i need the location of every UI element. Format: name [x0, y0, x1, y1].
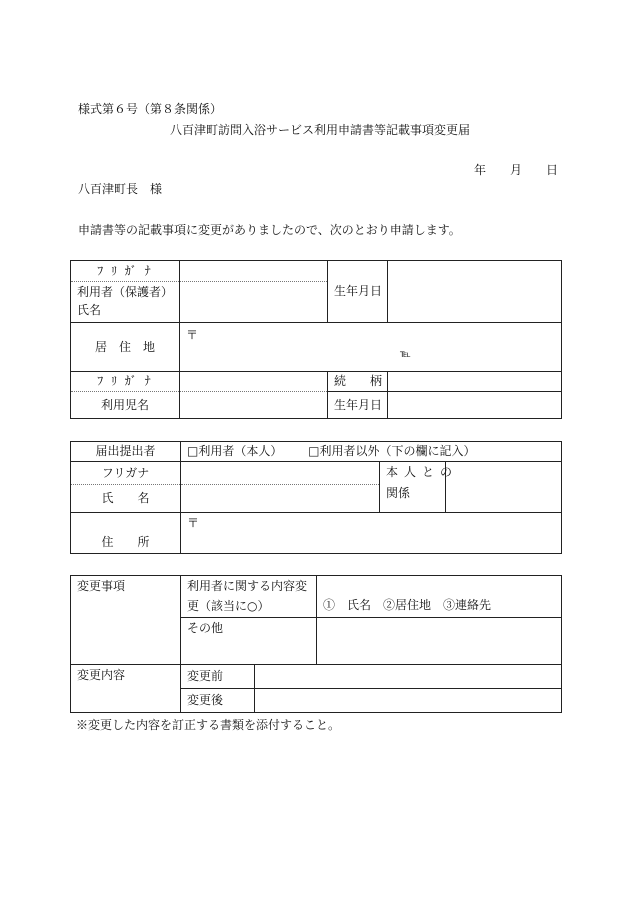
form-number: 様式第６号（第８条関係） — [78, 102, 223, 116]
submitter-table — [70, 441, 562, 554]
submitter-furigana-label: フリガナ — [71, 462, 181, 485]
submitter-address-field[interactable] — [181, 513, 562, 554]
address-label: 居 住 地 — [71, 323, 180, 372]
user-change-line2: 更（該当に○） — [187, 599, 270, 614]
user-name-label-line2: 氏名 — [77, 303, 102, 318]
form-title: 八百津町訪問入浴サービス利用申請書等記載事項変更届 — [170, 123, 471, 137]
child-birth-field[interactable] — [388, 392, 562, 419]
option-self-checkbox[interactable]: □利用者（本人） — [187, 444, 283, 459]
relation-to-user-label — [380, 462, 459, 513]
date-year: 年 — [474, 163, 487, 177]
submitter-name-label: 氏 名 — [71, 485, 181, 513]
relation-field[interactable] — [388, 372, 562, 392]
submitter-label: 届出提出者 — [71, 442, 181, 462]
submitter-postal-mark: 〒 — [187, 516, 200, 530]
postal-mark: 〒 — [186, 328, 199, 342]
after-label: 変更後 — [181, 689, 255, 713]
tel-mark: ℡ — [400, 349, 411, 360]
furigana-label: ﾌ ﾘ ｶﾞ ﾅ — [71, 261, 180, 282]
change-item-label: 変更事項 — [71, 576, 181, 665]
date-day: 日 — [546, 163, 559, 177]
change-table — [70, 575, 562, 713]
footnote: ※変更した内容を訂正する書類を添付すること。 — [76, 718, 341, 732]
address-field[interactable] — [180, 323, 562, 372]
child-birth-label: 生年月日 — [328, 392, 388, 419]
date-month: 月 — [510, 163, 523, 177]
relation-label: 続 柄 — [328, 372, 388, 392]
submitter-name-field[interactable] — [181, 485, 380, 513]
applicant-table — [70, 260, 562, 419]
before-label: 変更前 — [181, 665, 255, 689]
other-label: その他 — [181, 618, 317, 665]
furigana-field[interactable] — [180, 261, 328, 282]
submitter-furigana-field[interactable] — [181, 462, 380, 485]
other-field[interactable] — [317, 618, 562, 665]
user-name-label-line1: 利用者（保護者） — [77, 285, 174, 299]
before-field[interactable] — [255, 665, 562, 689]
submitter-address-label: 住 所 — [71, 513, 181, 554]
birth-field[interactable] — [388, 261, 562, 323]
relation-to-user-line1: 本人との — [386, 465, 459, 479]
option-other-checkbox[interactable]: □利用者以外（下の欄に記入） — [308, 444, 476, 459]
user-name-field[interactable] — [180, 282, 328, 323]
user-change-line1: 利用者に関する内容変 — [187, 579, 308, 593]
after-field[interactable] — [255, 689, 562, 713]
submitter-options — [181, 442, 562, 462]
change-choices[interactable]: ① 氏名 ②居住地 ③連絡先 — [317, 576, 562, 618]
birth-label: 生年月日 — [328, 261, 388, 323]
change-content-label: 変更内容 — [71, 665, 181, 713]
relation-to-user-field[interactable] — [446, 462, 562, 513]
addressee: 八百津町長 様 — [78, 182, 163, 196]
relation-to-user-line2: 関係 — [386, 486, 411, 501]
child-furigana-label: ﾌ ﾘ ｶﾞ ﾅ — [71, 372, 180, 392]
user-name-label — [71, 282, 180, 323]
intro-text: 申請書等の記載事項に変更がありましたので、次のとおり申請します。 — [78, 223, 461, 237]
child-name-label: 利用児名 — [71, 392, 180, 419]
user-change-label — [181, 576, 317, 618]
child-furigana-field[interactable] — [180, 372, 328, 392]
child-name-field[interactable] — [180, 392, 328, 419]
